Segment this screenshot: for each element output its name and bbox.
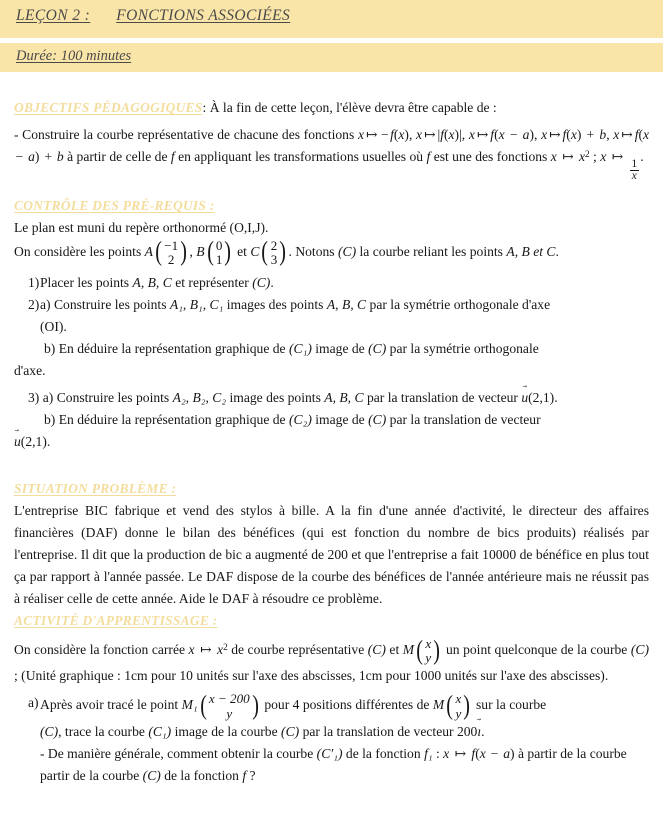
vector-m-bottom: y: [425, 650, 432, 666]
vector-b: ( 0 1 ): [206, 236, 232, 268]
item-1-body: [40, 272, 649, 294]
vec-et: et: [237, 244, 247, 260]
vector-u-arrow: u →: [521, 387, 528, 409]
point-b-label: B: [196, 244, 205, 260]
spacer: [14, 72, 649, 97]
duration-text: Durée: 100 minutes: [16, 48, 132, 64]
item-2b-line2: d'axe.: [14, 363, 46, 379]
objectifs-bullet-lead: - Construire la courbe représentative de chacune des fonctions: [14, 127, 355, 143]
item-3b-text-1: En déduire la représentation graphique de: [58, 412, 286, 428]
item-3b-text-3: par la translation de vecteur: [389, 412, 541, 428]
item-3a-math-1: A₂, B₂, C₂: [172, 390, 227, 406]
item-1-text-2: et représenter: [175, 275, 249, 290]
prerequis-heading-line: [14, 195, 649, 217]
item-2a-text-3: par la symétrie orthogonale d'axe: [369, 297, 551, 313]
item-2b-label: b): [44, 341, 56, 357]
item-1-text-3: .: [270, 275, 274, 290]
list-item-cont: [14, 721, 649, 743]
item-a-text-2: pour 4 positions différentes de: [264, 697, 430, 713]
item-a-text-6: par la translation de vecteur 200: [302, 723, 478, 739]
objectifs-tail-2: en appliquant les transformations usuelles où: [178, 149, 424, 165]
item-2b-body: [14, 338, 649, 360]
item-2a-math-2: A, B, C: [326, 297, 367, 313]
list-item: [14, 692, 649, 720]
activite-intro-4: un point quelconque de la courbe: [445, 642, 628, 658]
item-1-math-1: A, B, C: [132, 275, 172, 290]
section-heading-situation: SITUATION PROBLÈME :: [14, 481, 177, 497]
item-a-curve-c1: (C₁): [148, 723, 172, 739]
prerequis-points-tail-1: . Notons: [288, 244, 335, 260]
vector-m1-top: x − 200: [208, 691, 250, 707]
vector-b-top: 0: [215, 237, 223, 253]
item-3b-label: b): [44, 412, 56, 428]
item-a-text-1: Après avoir tracé le point: [40, 697, 179, 713]
item-3a-text-1: Construire les points: [56, 390, 170, 406]
list-item-cont: [14, 765, 649, 787]
item-a-dash-text-3b: partir de la courbe: [40, 767, 140, 783]
point-a-label: A: [144, 244, 153, 260]
vector-m2-top: x: [455, 691, 462, 707]
document-body: [0, 72, 663, 787]
curve-c-ref: (C): [338, 244, 357, 260]
item-3a-body: [14, 387, 649, 409]
item-a-dash-line2: [40, 765, 649, 787]
objectifs-formula-sq: x ↦ $x^2$ ; x ↦ $\frac{1}{x}$: [550, 148, 638, 183]
item-2a-math-1: A₁, B₁, C₁: [169, 297, 224, 313]
activite-intro: [14, 634, 649, 687]
vector-m-2: ( x y ): [446, 690, 471, 722]
item-2b-math-2: (C): [368, 341, 387, 357]
item-a-dash-text-5: ?: [249, 767, 256, 783]
points-abc: A, B et C: [506, 244, 556, 260]
vector-m: ( x y ): [416, 634, 441, 666]
item-a-dash-line: [40, 743, 649, 765]
item-a-label: a): [28, 695, 39, 711]
item-3a-vec-coords: (2,1).: [528, 390, 558, 406]
item-2b-math-1: (C₁): [289, 341, 312, 357]
item-3-number: 3): [28, 390, 40, 406]
vector-m1: ( x − 200 y ): [199, 690, 259, 722]
point-c-label: C: [250, 244, 260, 260]
item-a-curve-c1-prime: (C′₁): [316, 745, 343, 761]
prerequis-points-lead: On considère les points: [14, 244, 142, 260]
objectifs-fn-f: f: [170, 149, 175, 165]
item-2a-text-2: images des points: [226, 297, 324, 313]
item-3b-line2: [14, 431, 649, 453]
vector-c-top: 2: [270, 237, 278, 253]
item-1-number: 1): [28, 275, 40, 290]
objectifs-intro-line: [14, 97, 649, 119]
item-3a-math-2: A, B, C: [324, 390, 364, 406]
prerequis-points-period: .: [555, 244, 559, 260]
item-2b-text-2: image de: [315, 341, 365, 357]
prerequis-plan-line: Le plan est muni du repère orthonormé (O,I,J).: [14, 219, 269, 235]
item-3a-label: a): [42, 390, 54, 406]
duration-band: [0, 43, 663, 72]
vec-comma: ,: [189, 244, 193, 260]
objectifs-tail-3: est une des fonctions: [433, 149, 548, 165]
item-3b-text-2: image de: [315, 412, 365, 428]
vector-u-arrow-2: u →: [14, 431, 21, 453]
point-m-label: M: [402, 642, 415, 658]
objectifs-intro-text: : À la fin de cette leçon, l'élève devra être capable de :: [202, 100, 497, 115]
activite-intro-2: de courbe représentative: [231, 642, 365, 658]
item-a-curve-c: (C): [40, 723, 59, 739]
item-3a-text-3: par la translation de vecteur: [366, 390, 518, 406]
item-2b-text-1: En déduire la représentation graphique de: [58, 341, 286, 357]
item-1-text-1: Placer les points: [40, 275, 130, 290]
item-3b-math-1: (C₂): [289, 412, 312, 428]
section-heading-objectifs: OBJECTIFS PÉDAGOGIQUES: [14, 100, 203, 115]
item-a-text-4: , trace la courbe: [58, 723, 145, 739]
objectifs-period: .: [640, 149, 644, 165]
item-3b-body: [14, 409, 649, 431]
activite-intro-1: On considère la fonction carrée: [14, 642, 186, 658]
prerequis-points-line: [14, 236, 649, 268]
item-a-dash-text-3: à partir de la courbe: [517, 745, 627, 761]
item-a-text-5: image de la courbe: [174, 723, 278, 739]
item-a-dash-text-4: de la fonction: [164, 767, 239, 783]
vector-a-bottom: 2: [167, 251, 175, 267]
item-a-fn-f1-def: : x ↦ f(x − a): [432, 745, 515, 761]
item-a-dash-text-2: de la fonction: [345, 745, 421, 761]
vector-i-arrow: ı →: [477, 721, 481, 743]
list-item-cont: [14, 316, 649, 338]
item-2a-label: a): [40, 297, 51, 313]
objectifs-fn-f2: f: [426, 149, 431, 165]
item-3b-vec-coords: (2,1).: [20, 434, 51, 450]
lesson-label: LEÇON 2 :: [16, 7, 91, 24]
spacer: [14, 183, 649, 195]
point-m-label-2: M: [432, 697, 445, 713]
vector-a: ( −1 2 ): [155, 236, 188, 268]
vector-m1-bottom: y: [226, 705, 233, 721]
section-heading-activite: ACTIVITÉ D'APPRENTISSAGE :: [14, 613, 218, 629]
vector-m2-bottom: y: [455, 705, 462, 721]
list-item: [14, 294, 649, 316]
item-3b-math-2: (C): [368, 412, 387, 428]
item-a-line2: [40, 721, 649, 743]
situation-heading-line: [14, 478, 649, 500]
lesson-title: FONCTIONS ASSOCIÉES: [116, 7, 291, 24]
activite-curve-c2: (C): [630, 642, 649, 658]
item-a-curve-c-3: (C): [142, 767, 161, 783]
item-a-curve-c-2: (C): [281, 723, 300, 739]
item-a-body: [40, 692, 649, 720]
activite-heading-line: [14, 610, 649, 632]
vector-c: ( 2 3 ): [261, 236, 287, 268]
activite-intro-5: ; (Unité graphique : 1cm pour 10 unités sur l'axe des abscisses, 1cm pour 1000 unités sur l'axe des abscisses).: [14, 668, 609, 684]
activite-intro-3: et: [389, 642, 400, 658]
vector-m-top: x: [425, 636, 432, 652]
vector-a-top: −1: [164, 237, 179, 253]
item-3a-text-2: image des points: [229, 390, 321, 406]
item-a-fn-f: f: [242, 767, 247, 783]
point-m1-label: M₁: [181, 697, 198, 713]
item-2a-text-1: Construire les points: [53, 297, 167, 313]
vector-b-bottom: 1: [215, 251, 223, 267]
item-1-math-2: (C): [252, 275, 271, 290]
vector-c-bottom: 3: [270, 251, 278, 267]
item-2b-text-3: par la symétrie orthogonale: [389, 341, 539, 357]
lesson-title-band: [0, 0, 663, 38]
objectifs-formula-list: x ↦ − f(x), x ↦ |f(x)|, x ↦ f(x − a), x ↦ f(x) + b, x ↦ f(x − a) + b: [15, 127, 650, 165]
item-a-fn-f1: f₁: [424, 745, 433, 761]
section-heading-prerequis: CONTRÔLE DES PRÉ-REQUIS :: [14, 197, 215, 213]
item-a-dash-text-1: - De manière générale, comment obtenir la courbe: [40, 745, 314, 761]
prerequis-points-tail-2: la courbe reliant les points: [359, 244, 503, 260]
list-item: [14, 272, 649, 294]
list-item-cont: [14, 743, 649, 765]
item-2-body: [40, 294, 649, 316]
activite-square-fn: x ↦ $x^2$: [188, 642, 228, 658]
activite-curve-c: (C): [367, 642, 386, 658]
spacer: [14, 453, 649, 478]
situation-paragraph: L'entreprise BIC fabrique et vend des stylos à bille. A la fin d'une année d'activité, le directeur des affaires financières (DAF) donne le bilan des bénéfices (qui est fonction du nombre de bics produits) réalisés par l'entreprise. Il dit que la production de bic a augmenté de 200 et que l'entreprise a fait 10000 de bénéfice en plus tout ça par rapport à l'année passée. Le DAF dispose de la courbe des bénéfices de l'année antérieure mais ne réussit pas à réaliser celle de cette année. Aide le DAF à résoudre ce problème.: [14, 503, 649, 607]
item-a-text-7: .: [481, 723, 485, 739]
objectifs-bullet: [14, 124, 649, 183]
item-2a-line2: (OI).: [40, 319, 67, 335]
item-2-number: 2): [28, 297, 40, 313]
item-a-text-3: sur la courbe: [475, 697, 547, 713]
objectifs-tail-1: à partir de celle de: [67, 149, 168, 165]
